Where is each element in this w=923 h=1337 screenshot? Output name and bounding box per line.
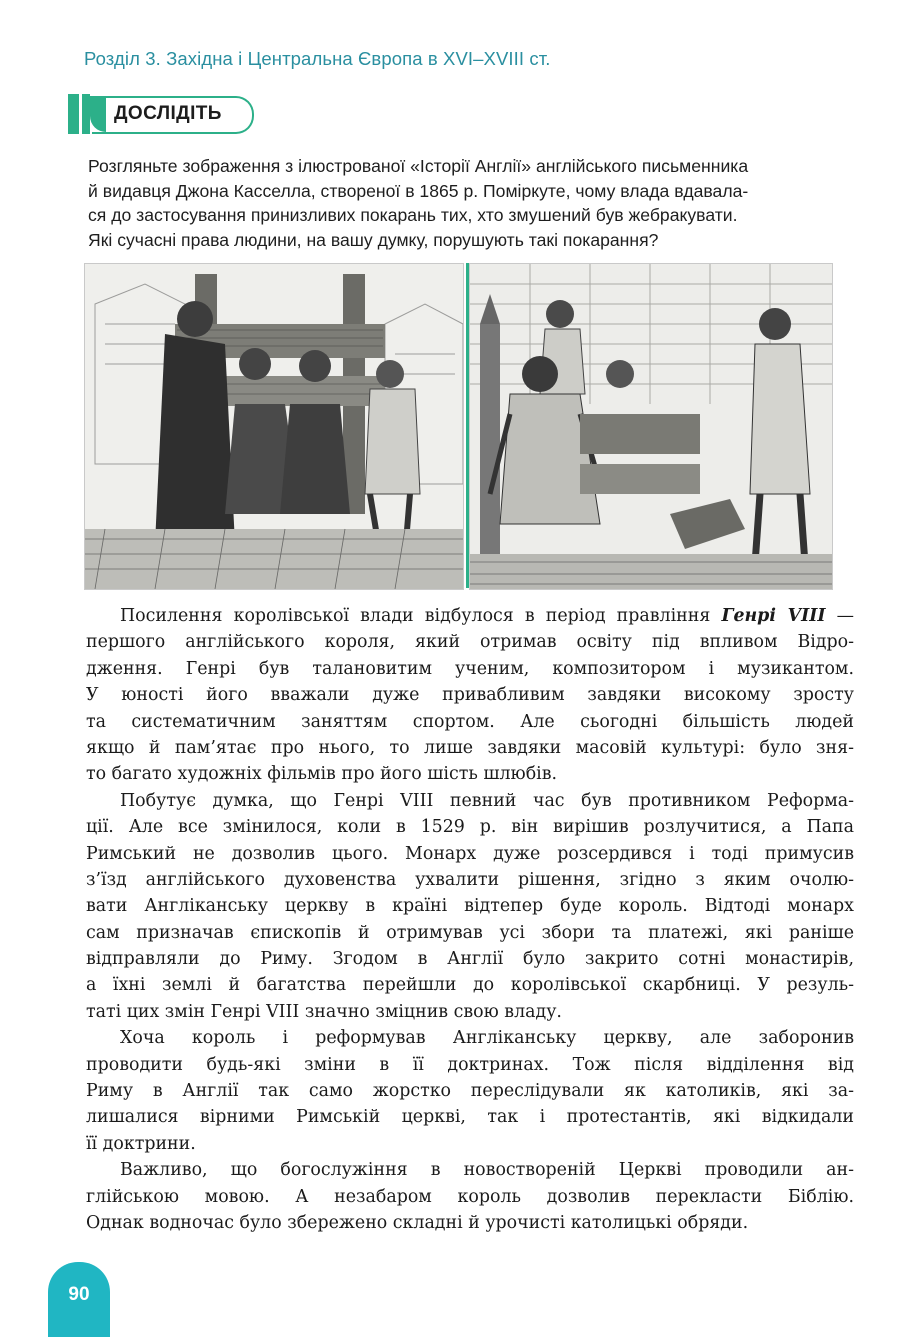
text-line: відправляли до Риму. Згодом в Англії було закрито сотні монастирів, <box>86 949 854 970</box>
text-line <box>86 603 854 629</box>
text-line: то багато художніх фільмів про його шість шлюбів. <box>86 764 558 785</box>
text-line: лишалися вірними Римській церкві, так і протестантів, які відкидали <box>86 1107 854 1128</box>
pillory-engraving-icon <box>85 264 463 589</box>
pillory-illustration <box>84 263 464 590</box>
explore-badge <box>68 94 256 134</box>
text-line: проводити будь-які зміни в її доктринах. Тож після відділення від <box>86 1054 854 1075</box>
text-line: Однак водночас було збережено складні й урочисті католицькі обряди. <box>86 1212 749 1233</box>
task-line: й видавця Джона Касселла, створеної в 1865 р. Поміркуте, чому влада вдавала- <box>88 180 749 201</box>
text-line: Побутує думка, що Генрі VIII певний час був противником Реформа- <box>120 790 854 811</box>
text-line: вати Англіканську церкву в країні відтепер буде король. Відтоді монарх <box>86 896 854 917</box>
text-line: та систематичним заняттям спортом. Але сьогодні більшість людей <box>86 711 854 732</box>
text-line: з’їзд англійського духовенства ухвалити рішення, згідно з яким очолю- <box>86 869 854 890</box>
henry-viii-emphasis: Генрі VIII <box>721 606 826 626</box>
text-line: першого англійського короля, який отримав освіту під впливом Відро- <box>86 632 854 653</box>
text-line: таті цих змін Генрі VIII значно зміцнив свою владу. <box>86 1001 562 1022</box>
text-span: — <box>825 606 855 626</box>
badge-label: ДОСЛІДІТЬ <box>114 103 222 124</box>
text-span: Посилення королівської влади відбулося в період правління <box>120 606 722 626</box>
text-line: сам призначав єпископів й отримував усі збори та платежі, які раніше <box>86 922 854 943</box>
text-line: Важливо, що богослужіння в новоствореній Церкві проводили ан- <box>120 1160 854 1181</box>
text-line: Хоча король і реформував Англіканську церкву, але заборонив <box>120 1028 854 1049</box>
main-text <box>86 603 854 1236</box>
text-line: Римський не дозволив цього. Монарх дуже розсердився і тоді примусив <box>86 843 854 864</box>
text-line: дження. Генрі був талановитим ученим, композитором і музикантом. <box>86 658 854 679</box>
badge-stripe <box>68 94 79 134</box>
stocks-engraving-icon <box>470 264 832 589</box>
text-line: якщо й пам’ятає про нього, то лише завдяки масовій культурі: було зня- <box>86 737 854 758</box>
text-line: глійською мовою. А незабаром король дозволив перекласти Біблію. <box>86 1186 854 1207</box>
text-line: Риму в Англії так само жорстко переслідували як католиків, які за- <box>86 1081 854 1102</box>
task-text <box>88 154 858 252</box>
page-number: 90 <box>68 1284 90 1305</box>
text-line: її доктрини. <box>86 1133 196 1154</box>
text-line: У юності його вважали дуже привабливим завдяки високому зросту <box>86 685 854 706</box>
text-line: ції. Але все змінилося, коли в 1529 р. він вирішив розлучитися, а Папа <box>86 817 854 838</box>
task-line: ся до застосування принизливих покарань тих, хто змушений був жебракувати. <box>88 205 738 226</box>
badge-stripe <box>82 94 90 134</box>
task-line: Розгляньте зображення з ілюстрованої «Історії Англії» англійського письменника <box>88 156 749 176</box>
task-line: Які сучасні права людини, на вашу думку, порушують такі покарання? <box>88 229 659 250</box>
chapter-header: Розділ 3. Західна і Центральна Європа в XVI–XVIII ст. <box>84 48 551 69</box>
stocks-illustration <box>469 263 833 590</box>
text-line: а їхні землі й багатства перейшли до королівської скарбниці. У резуль- <box>86 975 854 996</box>
